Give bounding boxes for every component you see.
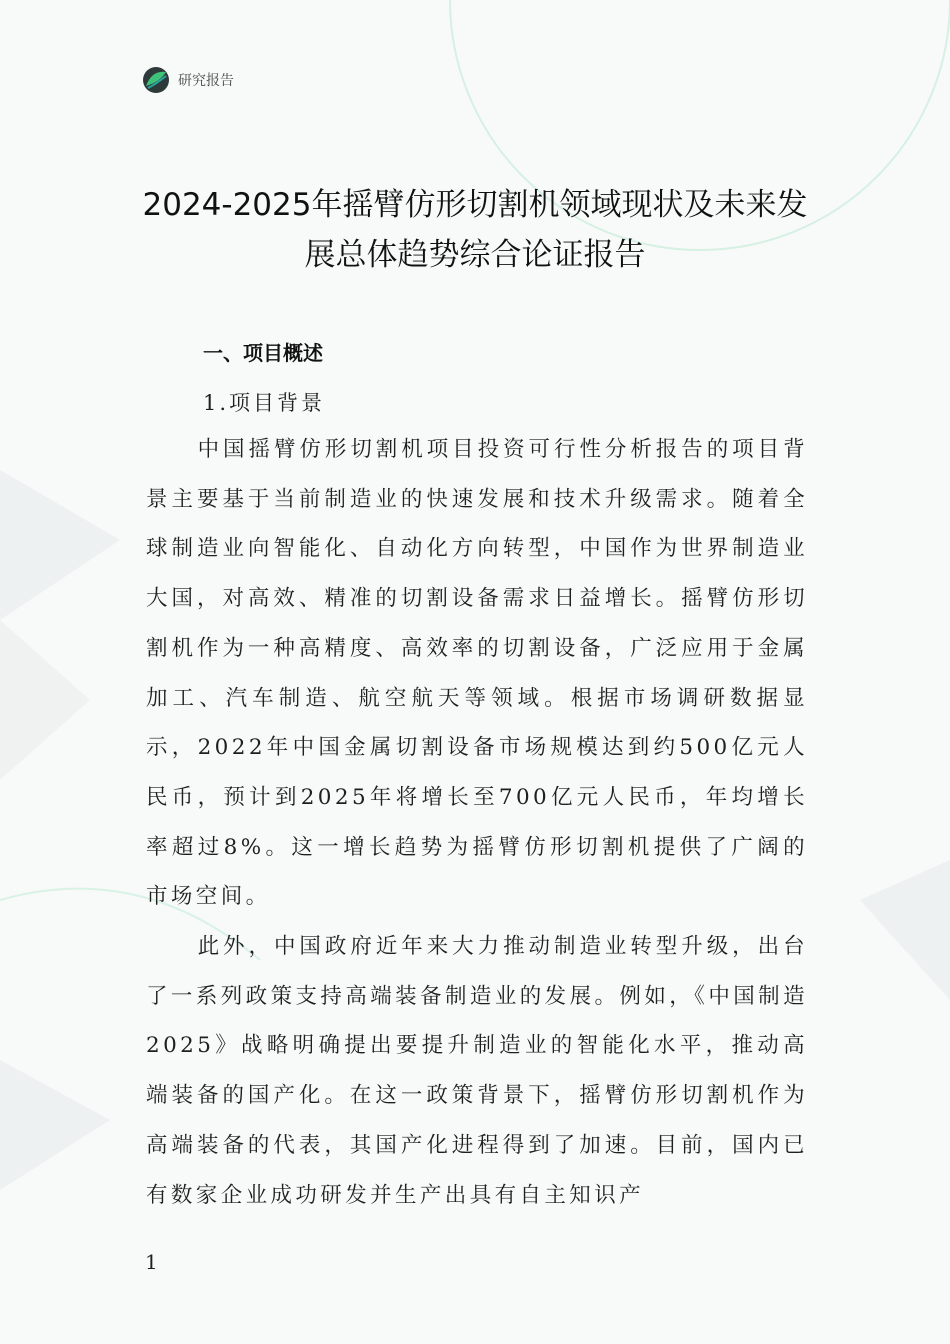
header-label: 研究报告 <box>178 73 234 89</box>
paragraph: 此外，中国政府近年来大力推动制造业转型升级，出台了一系列政策支持高端装备制造业的发展。例如，《中国制造2025》战略明确提出要提升制造业的智能化水平，推动高端装备的国产化。在这一政策背景下，摇臂仿形切割机作为高端装备的代表，其国产化进程得到了加速。目前，国内已有数家企业成功研发并生产出具有自主知识产 <box>146 934 808 1208</box>
page-number: 1 <box>145 1250 158 1274</box>
body-text <box>146 425 808 1220</box>
report-header <box>142 66 234 94</box>
page-title: 2024-2025年摇臂仿形切割机领域现状及未来发展总体趋势综合论证报告 <box>142 187 808 273</box>
sub-heading: 1.项目背景 <box>203 391 326 415</box>
section-heading: 一、项目概述 <box>203 341 323 365</box>
leaf-logo-icon <box>142 66 170 94</box>
paragraph: 中国摇臂仿形切割机项目投资可行性分析报告的项目背景主要基于当前制造业的快速发展和技术升级需求。随着全球制造业向智能化、自动化方向转型，中国作为世界制造业大国，对高效、精准的切割设备需求日益增长。摇臂仿形切割机作为一种高精度、高效率的切割设备，广泛应用于金属加工、汽车制造、航空航天等领域。根据市场调研数据显示，2022年中国金属切割设备市场规模达到约500亿元人民币，预计到2025年将增长至700亿元人民币，年均增长率超过8%。这一增长趋势为摇臂仿形切割机提供了广阔的市场空间。 <box>146 437 808 910</box>
